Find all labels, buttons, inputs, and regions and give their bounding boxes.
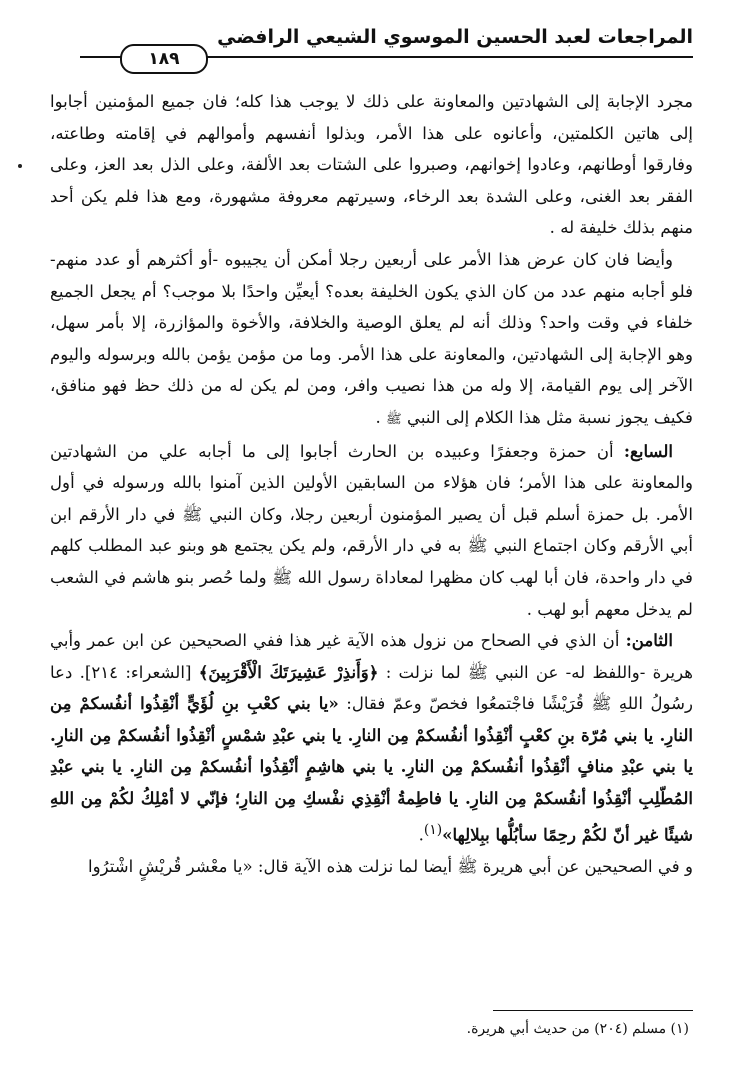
paragraph-3 xyxy=(50,436,693,626)
page-number: ١٨٩ xyxy=(120,44,208,74)
quran-verse: ﴿وَأَنذِرْ عَشِيرَتَكَ الْأَقْرَبِينَ﴾ xyxy=(198,661,379,682)
paragraph-2-end: . xyxy=(375,407,386,427)
paragraph-5-text: و في الصحيحين عن أبي هريرة ﷺ أيضا لما نزلت هذه الآية قال: «يا معْشر قُريْشٍ اشْترُوا xyxy=(87,856,693,876)
point-seven-label: السابع: xyxy=(623,440,673,461)
salutation-symbol: ﷺ xyxy=(386,411,402,427)
footnote-ref: (١) xyxy=(423,821,443,838)
paragraph-2 xyxy=(50,244,693,436)
paragraph-4-text-b: [الشعراء: ٢١٤]. دعا رسُولُ اللهِ ﷺ قُرَيْشًا فاجْتمعُوا فخصّ وعمّ فقال: xyxy=(50,662,694,714)
paragraph-1-text: مجرد الإجابة إلى الشهادتين والمعاونة على ذلك لا يوجب هذا كله؛ فان جميع المؤمنين أجابوا إلى هاتين الكلمتين، وأعانوه على هذا الأمر، وبذلوا أنفسهم وأموالهم في إقامته وطاعته، وفارقوا أوطانهم، وعادوا إخوانهم، وصبروا على الشتات بعد الألفة، وعلى الذل بعد العز، وعلى الفقر بعد الغنى، وعلى الشدة بعد الرخاء، وسيرتهم معروفة مشهورة، ومع هذا فلم يكن أحد منهم بذلك خليفة له . xyxy=(50,92,693,238)
page-body xyxy=(50,86,693,882)
header-rule xyxy=(190,56,693,58)
hadith-text: «يا بني كعْبِ بنِ لُؤَيٍّ أنْقِذُوا أنفُسكمْ مِن النارِ. يا بني مُرّة بنِ كعْبٍ أنْقِذُوا أنفُسكمْ مِن النارِ. يا بني عبْدِ شمْسٍ أنْقِذُوا أنفُسكمْ مِن النارِ. يا بني عبْدِ منافٍ أنْقِذُوا أنفُسكمْ مِن النارِ. يا بني هاشِمٍ أنْقِذُوا أنفُسكمْ مِن النارِ. يا بني عبْدِ المُطّلِبِ أنْقِذُوا أنفُسكمْ مِن النارِ. يا فاطِمةُ أنْقِذِي نفْسكِ مِن النارِ؛ فإنّي لا أمْلِكُ لكُمْ مِن اللهِ شيئًا غير أنّ لكُمْ رحِمًا سأبُلُّها ببِلالِها» xyxy=(50,693,693,845)
footnote-rule xyxy=(493,1010,693,1011)
paragraph-3-text: أن حمزة وجعفرًا وعبيده بن الحارث أجابوا إلى ما أجابه علي من الشهادتين والمعاونة على هذا الأمر؛ فان هؤلاء من السابقين الأولين الذين آمنوا بالله ورسوله في أول الأمر. بل حمزة أسلم قبل أن يصير المؤمنون أربعين رجلا، وكان النبي ﷺ في دار الأرقم ابن أبي الأرقم وكان اجتماع النبي ﷺ به في دار الأرقم، ولم يكن يجتمع هو وبنو عبد المطلب كلهم في دار واحدة، فان أبا لهب كان مظهرا لمعاداة رسول الله ﷺ ولما حُصر بنو هاشم في الشعب لم يدخل معهم أبو لهب . xyxy=(50,441,693,619)
paragraph-4-text-a: أن الذي في الصحاح من نزول هذه الآية غير هذا ففي الصحيحين عن ابن عمر وأبي هريرة -واللفظ له- عن النبي ﷺ لما نزلت : xyxy=(50,631,694,682)
paragraph-4 xyxy=(50,625,693,851)
point-eight-label: الثامن: xyxy=(625,630,673,651)
running-header xyxy=(40,22,693,69)
margin-mark xyxy=(18,164,22,168)
paragraph-1 xyxy=(50,86,693,244)
header-rule-tail xyxy=(80,56,122,58)
footnote: (١) مسلم (٢٠٤) من حديث أبي هريرة. xyxy=(466,1021,689,1037)
paragraph-4-end: . xyxy=(418,825,424,845)
paragraph-2-text: وأيضا فان كان عرض هذا الأمر على أربعين رجلا أمكن أن يجيبوه -أو أكثرهم أو عدد منهم- فلو أجابه منهم عدد من كان الذي يكون الخليفة بعده؟ أيعيِّن واحدًا بلا موجب؟ أم يجعل الجميع خلفاء في وقت واحد؟ وذلك أنه لم يعلق الوصية والخلافة، والأخوة والمؤازرة، إلا بأمر سهل، وهو الإجابة إلى الشهادتين، والمعاونة على هذا الأمر. وما من مؤمن يؤمن بالله وبرسوله واليوم الآخر إلى يوم القيامة، إلا وله من هذا نصيب وافر، ومن لم يكن له من ذلك حظ فهو منافق، فكيف يجوز نسبة مثل هذا الكلام إلى النبي xyxy=(50,249,693,427)
header-title: المراجعات لعبد الحسين الموسوي الشيعي الرافضي xyxy=(217,26,693,48)
paragraph-5 xyxy=(50,851,693,883)
